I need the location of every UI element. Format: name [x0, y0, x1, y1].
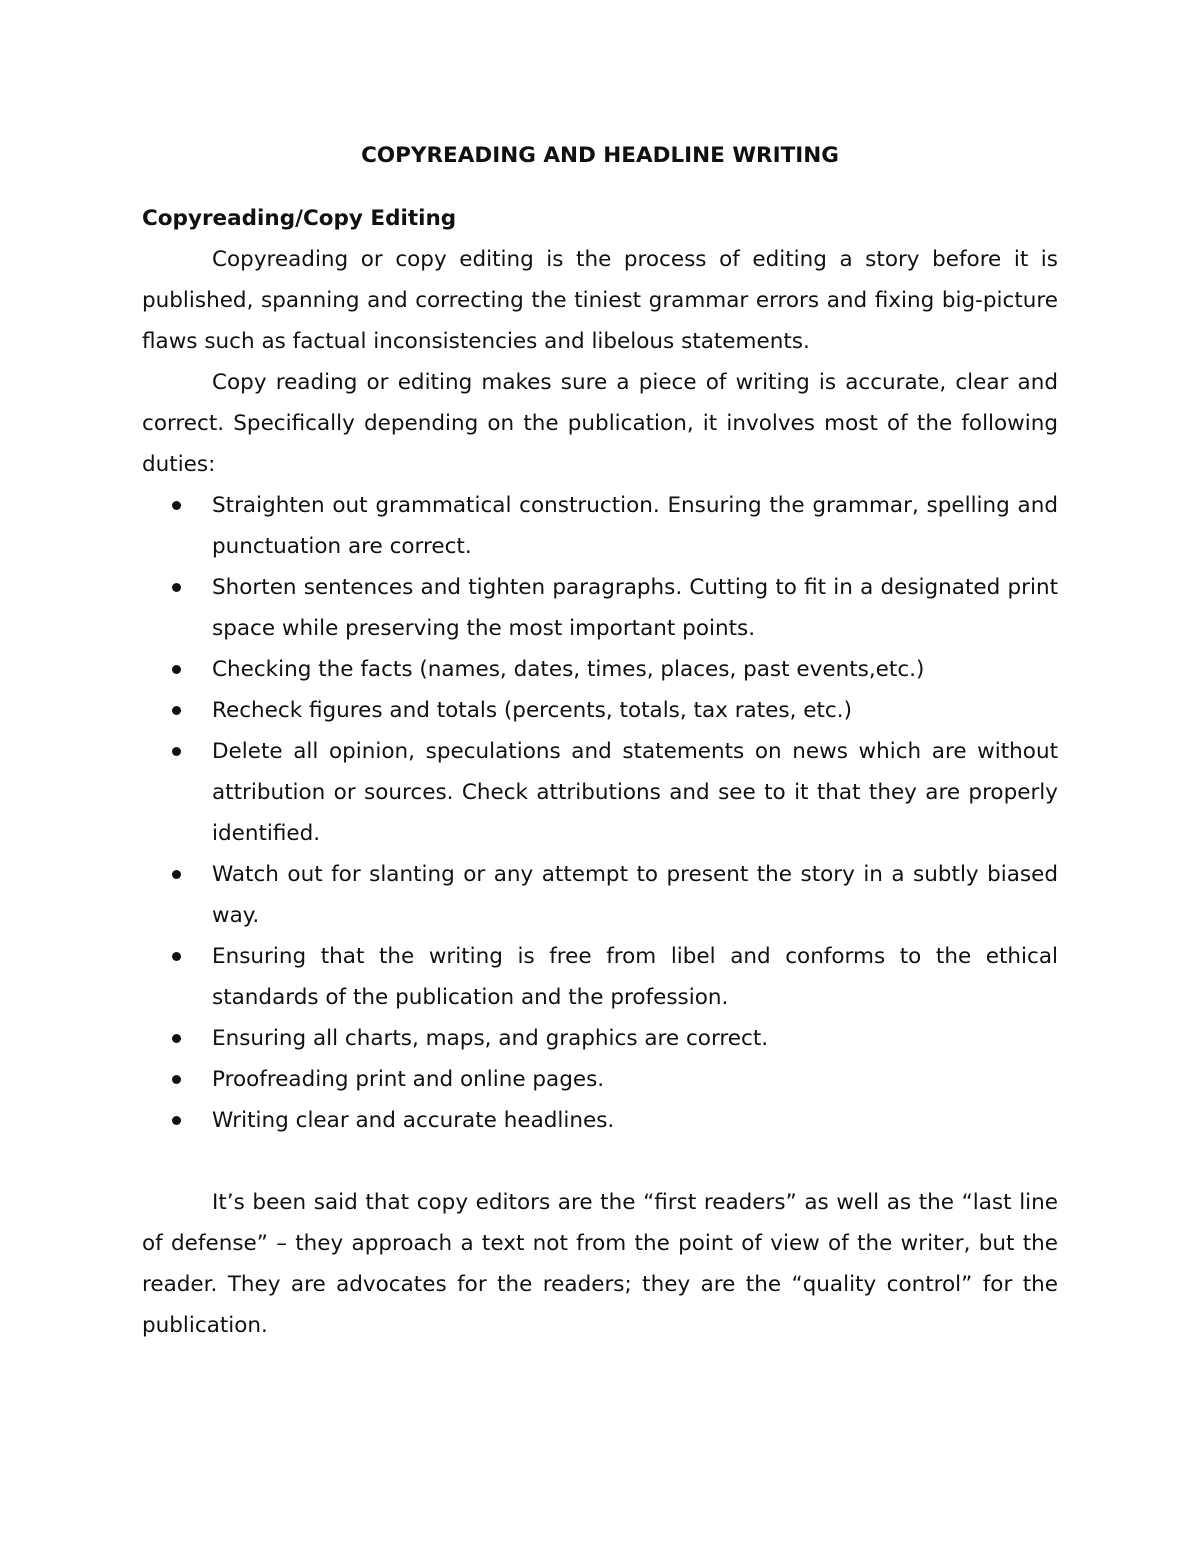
list-item-text: Ensuring all charts, maps, and graphics are correct.: [212, 1026, 769, 1051]
bullet-icon: [172, 1116, 181, 1125]
duties-list: [142, 485, 1058, 1141]
list-item-text: Ensuring that the writing is free from libel and conforms to the ethical standards of the publication and the profession.: [212, 944, 1058, 1010]
list-item: [142, 567, 1058, 649]
list-item: [142, 936, 1058, 1018]
bullet-icon: [172, 665, 181, 674]
list-item: [142, 690, 1058, 731]
bullet-icon: [172, 870, 181, 879]
list-item: [142, 1018, 1058, 1059]
bullet-icon: [172, 1034, 181, 1043]
list-item-text: Watch out for slanting or any attempt to present the story in a subtly biased way.: [212, 862, 1058, 928]
duties-intro-paragraph: Copy reading or editing makes sure a piece of writing is accurate, clear and correct. Specifically depending on the publication, it involves most of the following duties:: [142, 370, 1058, 477]
closing-paragraph: It’s been said that copy editors are the “first readers” as well as the “last line of defense” – they approach a text not from the point of view of the writer, but the reader. They are advocates for the readers; they are the “quality control” for the publication.: [142, 1190, 1058, 1338]
bullet-icon: [172, 952, 181, 961]
paragraph-spacer: [142, 1141, 1058, 1182]
section-heading: Copyreading/Copy Editing: [142, 206, 457, 231]
list-item-text: Delete all opinion, speculations and statements on news which are without attribution or sources. Check attributions and see to it that they are properly identified.: [212, 739, 1058, 846]
list-item: [142, 1100, 1058, 1141]
document-body: [142, 135, 1058, 1346]
document-title: COPYREADING AND HEADLINE WRITING: [361, 143, 839, 168]
list-item-text: Checking the facts (names, dates, times, places, past events,etc.): [212, 657, 925, 682]
bullet-icon: [172, 583, 181, 592]
list-item: [142, 485, 1058, 567]
intro-paragraph: Copyreading or copy editing is the process of editing a story before it is published, spanning and correcting the tiniest grammar errors and fixing big-picture flaws such as factual inconsistencies and libelous statements.: [142, 247, 1058, 354]
bullet-icon: [172, 706, 181, 715]
list-item-text: Shorten sentences and tighten paragraphs. Cutting to fit in a designated print space while preserving the most important points.: [212, 575, 1058, 641]
list-item: [142, 649, 1058, 690]
list-item-text: Straighten out grammatical construction. Ensuring the grammar, spelling and punctuation are correct.: [212, 493, 1058, 559]
bullet-icon: [172, 501, 181, 510]
bullet-icon: [172, 1075, 181, 1084]
list-item: [142, 731, 1058, 854]
list-item-text: Writing clear and accurate headlines.: [212, 1108, 615, 1133]
list-item-text: Recheck figures and totals (percents, totals, tax rates, etc.): [212, 698, 852, 723]
list-item: [142, 854, 1058, 936]
bullet-icon: [172, 747, 181, 756]
list-item-text: Proofreading print and online pages.: [212, 1067, 605, 1092]
list-item: [142, 1059, 1058, 1100]
